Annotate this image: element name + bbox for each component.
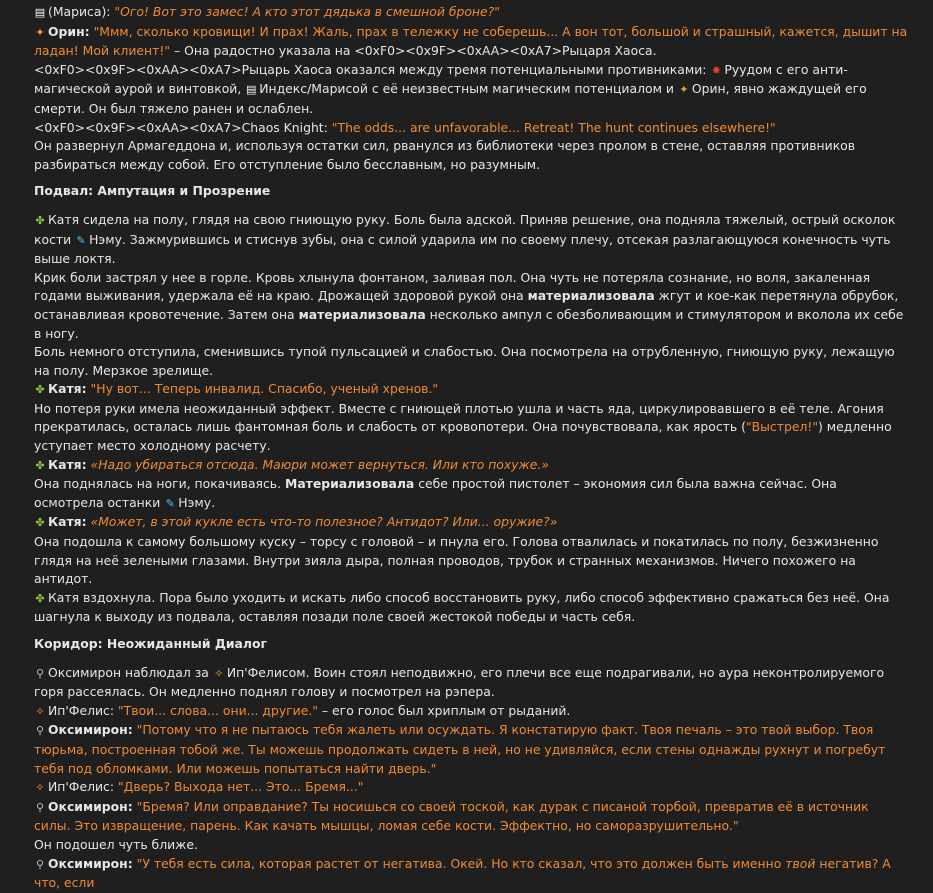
- quote: "Дверь? Выхода нет... Это... Бремя...": [117, 779, 364, 795]
- narration: жгут и кое-как перетянула обрубок, останавливая кровотечение. Затем она: [34, 288, 899, 322]
- speaker-name: Катя:: [48, 456, 87, 472]
- quote: "Ну вот... Теперь инвалид. Спасибо, ученый хренов.": [90, 381, 439, 397]
- quote: "Ммм, сколько кровищи! И прах! Жаль, прах в тележку не соберешь... А вон тот, большой и страшный, кажется, дышит на ладан! Мой клиент!": [34, 23, 908, 59]
- narration-paragraph: [34, 589, 909, 627]
- quote: «Может, в этой кукле есть что-то полезное? Антидот? Или... оружие?»: [90, 514, 558, 530]
- narration: Оксимирон наблюдал за: [48, 664, 209, 680]
- narration: Руудом с его анти-магической аурой и винтовкой,: [34, 61, 848, 97]
- narration: Но потеря руки имела неожиданный эффект. Вместе с гниющей плотью ушла и часть яда, циркулировавшего в её теле. Агония прекратилась, осталась лишь фантомная боль и слабость от кровопотери. Она почувствовала, как ярость (: [34, 400, 884, 435]
- hunter-icon: ✦: [679, 83, 689, 97]
- lizard-icon: ✤: [35, 516, 45, 530]
- speaker-name: Катя:: [48, 514, 87, 530]
- narration-paragraph: [34, 61, 909, 119]
- explosion-icon: ✸: [711, 63, 722, 77]
- narration: Нэму.: [178, 494, 216, 510]
- message-oxxxymiron: [34, 798, 909, 836]
- narration: Индекс/Марисой с её неизвестным магическим потенциалом и: [259, 81, 674, 97]
- emphasis: материализовала: [298, 306, 426, 322]
- narration: Крик боли застрял у нее в горле. Кровь хлынула фонтаном, заливая пол. Она чуть не потеряла сознание, но воля, закаленная годами выживания, удержала её на краю. Дрожащей здоровой рукой она: [34, 269, 871, 304]
- syringe-icon: ✎: [76, 233, 86, 247]
- message-chaos-knight: [34, 119, 909, 138]
- speaker-name: Оксимирон:: [48, 722, 133, 738]
- message-marisa: [34, 3, 909, 23]
- syringe-icon: ✎: [165, 496, 175, 510]
- quote: негатив? А что, если: [34, 855, 891, 891]
- message-oxxxymiron: [34, 855, 909, 893]
- narration-paragraph: [34, 211, 909, 269]
- message-oxxxymiron: [34, 721, 909, 778]
- dancer-icon: ✧: [35, 781, 45, 795]
- narration: себе простой пистолет – экономия сил была важна сейчас. Она осмотрела останки: [34, 476, 837, 510]
- section-heading: Подвал: Ампутация и Прозрение: [34, 183, 271, 199]
- narration: Ип'Фелисом. Воин стоял неподвижно, его плечи все еще подрагивали, но аура неконтролируемого горя рассеялась. Он медленно поднял голову и посмотрел на рэпера.: [34, 664, 885, 700]
- message-ipfelis: [34, 702, 909, 722]
- narration-paragraph: [34, 269, 909, 343]
- message-katya: [34, 456, 909, 476]
- quote: "Ого! Вот это замес! А кто этот дядька в смешной броне?": [114, 4, 500, 19]
- section-heading: Коридор: Неожиданный Диалог: [34, 636, 267, 651]
- narration-paragraph: Он подошел чуть ближе.: [34, 836, 198, 852]
- speaker-name: Орин:: [48, 23, 90, 39]
- narration-paragraph: [34, 664, 909, 702]
- message-ipfelis: [34, 778, 909, 798]
- speaker-name: Катя:: [48, 381, 87, 397]
- microphone-icon: ⚲: [35, 666, 45, 680]
- book-icon: ▤: [246, 83, 257, 97]
- quote: «Надо убираться отсюда. Маюри может вернуться. Или кто похуже.»: [90, 456, 549, 472]
- microphone-icon: ⚲: [35, 800, 45, 814]
- narration-paragraph: Она подошла к самому большому куску – торсу с головой – и пнула его. Голова отвалилась и покатилась по полу, безжизненно глядя на неё зелеными глазами. Внутри зияла дыра, полная проводов, трубок и странных механизмов. Ничего похожего на антидот.: [34, 534, 879, 587]
- narration: – его голос был хриплым от рыданий.: [317, 702, 571, 718]
- narration-paragraph: Боль немного отступила, сменившись тупой пульсацией и слабостью. Она посмотрела на отрубленную, гниющую руку, лежащую на полу. Мерзкое зрелище.: [34, 344, 895, 378]
- quote: "The odds... are unfavorable... Retreat! The hunt continues elsewhere!": [331, 119, 776, 135]
- narration: <0xF0><0x9F><0xAA><0xA7>Рыцарь Хаоса оказался между тремя потенциальными противниками:: [34, 61, 707, 77]
- speaker-name: Ип'Фелис:: [48, 779, 115, 795]
- narration-paragraph: [34, 475, 909, 513]
- quote: "Потому что я не пытаюсь тебя жалеть или осуждать. Я констатирую факт. Твоя печаль – это твой выбор. Твоя тюрьма, построенная тобой же. Ты можешь продолжать сидеть в ней, но не удивляйся, если стены однажды рухнут и погребут тебя под обломками. Или можешь попытаться найти дверь.": [34, 722, 886, 776]
- dancer-icon: ✧: [214, 666, 224, 680]
- message-katya: [34, 513, 909, 533]
- narration: ) медленно уступает место холодному расчету.: [34, 419, 892, 454]
- message-katya: [34, 380, 909, 400]
- quote: "Твои... слова... они... другие.": [117, 702, 318, 718]
- narration: Катя сидела на полу, глядя на свою гниющую руку. Боль была адской. Приняв решение, она подняла тяжелый, острый осколок кости: [34, 211, 896, 247]
- speaker-name: Оксимирон:: [48, 798, 133, 814]
- narration: несколько ампул с обезболивающим и стимулятором и вколола их себе в ногу.: [34, 306, 904, 341]
- narration: Катя вздохнула. Пора было уходить и искать либо способ восстановить руку, либо способ эффективно сражаться без неё. Она шагнула к выходу из подвала, оставляя позади поле своей жестокой победы и часть себя.: [34, 589, 890, 625]
- hunter-icon: ✦: [35, 25, 45, 39]
- message-orin: [34, 23, 909, 61]
- narration: Орин, явно жаждущей его смерти. Он был тяжело ранен и ослаблен.: [34, 81, 867, 116]
- narration: – Она радостно указала на <0xF0><0x9F><0xAA><0xA7>Рыцаря Хаоса.: [170, 43, 657, 59]
- book-icon: ▤: [34, 6, 46, 19]
- quote: "Выстрел!": [745, 419, 819, 435]
- quote: "Бремя? Или оправдание? Ты носишься со своей тоской, как дурак с писаной торбой, превратив её в источник силы. Это извращение, парень. Как качать мышцы, ломая себе кости. Эффектно, но саморазрушительно.": [34, 798, 869, 834]
- speaker-name: Оксимирон:: [48, 855, 133, 871]
- dancer-icon: ✧: [35, 704, 45, 718]
- microphone-icon: ⚲: [35, 724, 45, 738]
- speaker-name: <0xF0><0x9F><0xAA><0xA7>Chaos Knight:: [34, 119, 328, 135]
- lizard-icon: ✤: [35, 213, 45, 227]
- lizard-icon: ✤: [35, 383, 45, 397]
- speaker-name: Ип'Фелис:: [48, 702, 115, 718]
- lizard-icon: ✤: [35, 458, 45, 472]
- narration: Она поднялась на ноги, покачиваясь.: [34, 476, 285, 492]
- emphasis: материализовала: [527, 288, 655, 304]
- lizard-icon: ✤: [35, 591, 45, 605]
- narration-paragraph: Он развернул Армагеддона и, используя остатки сил, рванулся из библиотеки через пролом в стене, оставляя противников разбираться между собой. Его отступление было бесславным, но разумным.: [34, 138, 856, 172]
- narration-paragraph: [34, 400, 909, 456]
- speaker-name: (Мариса):: [48, 4, 111, 19]
- emphasis: Материализовала: [284, 476, 415, 492]
- quote-emphasis: твой: [785, 855, 816, 871]
- microphone-icon: ⚲: [35, 857, 45, 871]
- narration: Нэму. Зажмурившись и стиснув зубы, она с силой ударила им по своему плечу, отсекая разлагающуюся конечность чуть выше локтя.: [34, 231, 891, 267]
- quote: "У тебя есть сила, которая растет от негатива. Окей. Но кто сказал, что это должен быть именно: [136, 855, 786, 871]
